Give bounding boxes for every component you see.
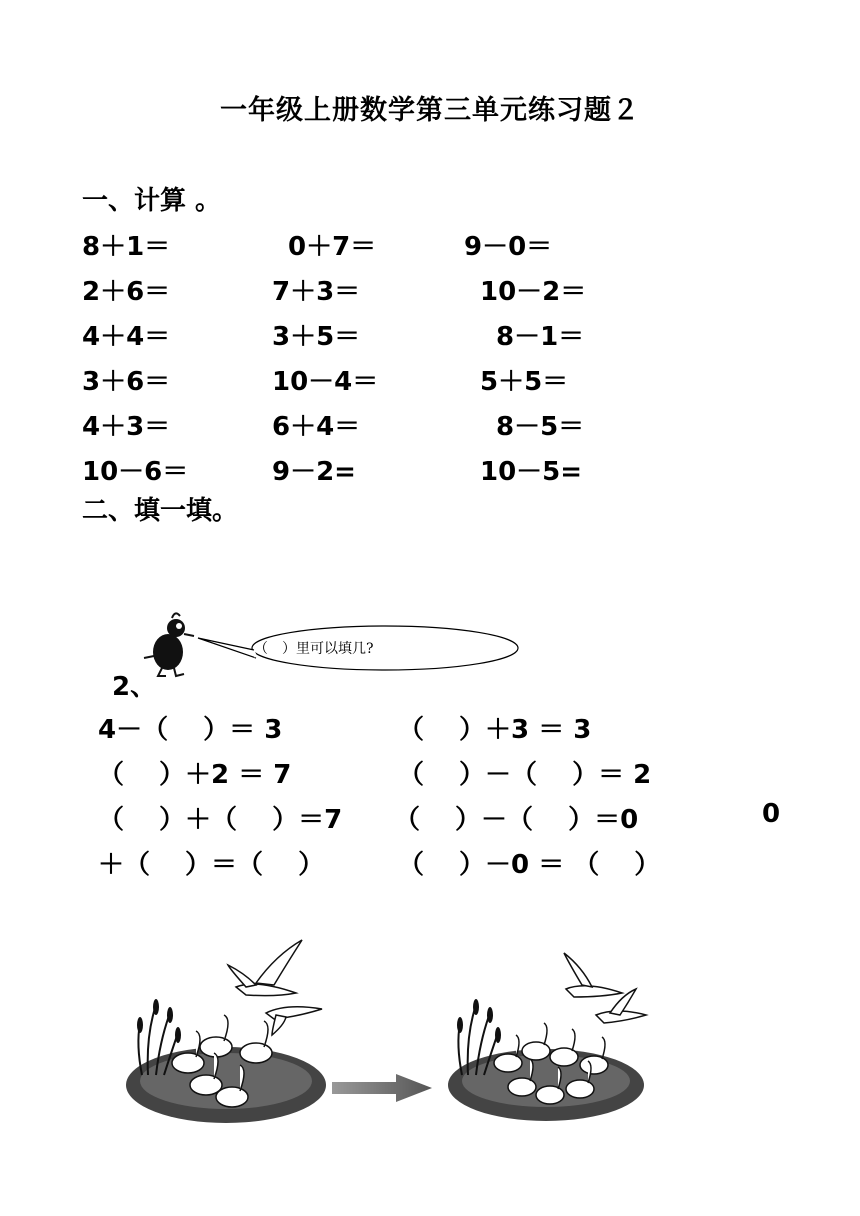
section-heading-calc: 一、计算 。 — [82, 186, 222, 216]
equation: 5＋5＝ — [480, 367, 569, 397]
equation: 3＋6＝ — [82, 367, 171, 397]
equation: 8－1＝ — [496, 322, 585, 352]
fill-blank-equation: （ ）＋2 ＝ 7 — [98, 760, 292, 790]
section-heading-fill: 二、填一填。 — [82, 496, 239, 526]
fill-blank-equation: （ ）－（ ）＝ 2 — [398, 760, 652, 790]
equation: 4＋4＝ — [82, 322, 171, 352]
equation: 10－2＝ — [480, 277, 587, 307]
fill-blank-equation: （ ）＋3 ＝ 3 — [398, 715, 592, 745]
arrow-right-icon — [332, 1074, 432, 1104]
fill-blank-equation: （ ）－0 ＝ （ ） — [398, 850, 661, 880]
speech-bubble-text: （ ）里可以填几? — [254, 641, 374, 657]
equation: 9－2= — [272, 457, 356, 487]
question-number: 2、 — [112, 672, 157, 702]
page-title: 一年级上册数学第三单元练习题２ — [220, 95, 640, 126]
equation: 6＋4＝ — [272, 412, 361, 442]
equation: 2＋6＝ — [82, 277, 171, 307]
fill-blank-number: 0 — [762, 799, 781, 829]
equation: 10－4＝ — [272, 367, 379, 397]
equation: 0＋7＝ — [288, 232, 377, 262]
fill-blank-equation: 4－（ ）＝ 3 — [98, 715, 283, 745]
equation: 8－5＝ — [496, 412, 585, 442]
equation: 8＋1＝ — [82, 232, 171, 262]
swan-pond-illustration-before — [126, 935, 336, 1130]
equation: 9－0＝ — [464, 232, 553, 262]
fill-blank-equation: （ ）－（ ）＝0 — [394, 805, 639, 835]
equation: 3＋5＝ — [272, 322, 361, 352]
equation: 10－5= — [480, 457, 583, 487]
swan-pond-illustration-after — [446, 945, 656, 1125]
equation: 10－6＝ — [82, 457, 189, 487]
fill-blank-equation: ＋（ ）＝（ ） — [98, 850, 325, 880]
equation: 7＋3＝ — [272, 277, 361, 307]
fill-blank-equation: （ ）＋（ ）＝7 — [98, 805, 343, 835]
equation: 4＋3＝ — [82, 412, 171, 442]
